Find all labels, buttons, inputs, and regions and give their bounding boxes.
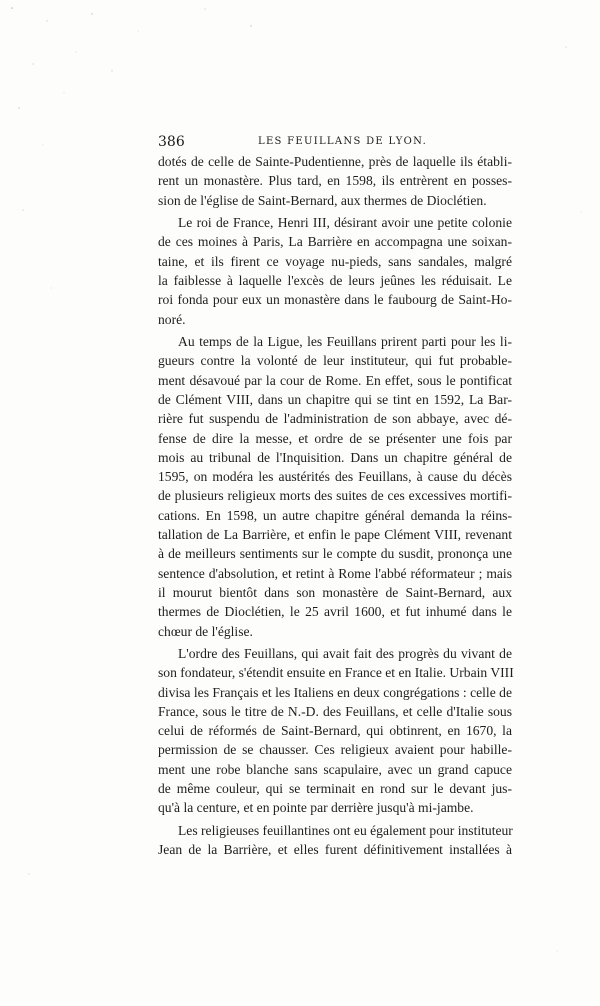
text-line: fense de dire la messe, et ordre de se présenter une fois par [158,430,512,446]
text-line: thermes de Dioclétien, le 25 avril 1600, et fut inhumé dans le [158,604,512,620]
text-line: qu'à la centure, et en pointe par derrière jusqu'à mi-jambe. [158,800,474,816]
text-line: rière fut suspendu de l'administration de son abbaye, avec dé- [158,411,512,427]
text-line: gueurs contre la volonté de leur instituteur, qui fut probable- [158,353,512,369]
text-line: 1595, on modéra les austérités des Feuillans, à cause du décès [158,469,512,485]
page-number: 386 [158,134,185,150]
text-line: roi fonda pour eux un monastère dans le faubourg de Saint-Ho- [158,292,512,308]
text-line: Au temps de la Ligue, les Feuillans prirent parti pour les li- [178,334,512,350]
text-line: Les religieuses feuillantines ont eu également pour instituteur [178,822,513,838]
text-line: ment désavoué par la cour de Rome. En effet, sous le pontificat [158,372,512,388]
paragraph-3 [158,332,512,641]
running-title: LES FEUILLANS DE LYON. [258,136,428,147]
text-line: rent un monastère. Plus tard, en 1598, ils entrèrent en posses- [158,173,512,189]
text-line: celui de réformés de Saint-Bernard, qui obtinrent, en 1670, la [158,723,512,739]
text-line: tallation de La Barrière, et enfin le pape Clément VIII, revenant [158,527,512,543]
text-line: ment une robe blanche sans scapulaire, avec un grand capuce [158,761,512,777]
text-line: Jean de la Barrière, et elles furent définitivement installées à [158,842,512,858]
text-line: de plusieurs religieux morts des suites de ces excessives mortifi- [158,488,512,504]
text-line: permission de se chausser. Ces religieux avaient pour habille- [158,742,512,758]
text-line: cations. En 1598, un autre chapitre général demanda la réins- [158,507,512,523]
text-line: France, sous le titre de N.-D. des Feuillans, et celle d'Italie sous [158,703,512,719]
body-text [158,152,512,863]
text-line: dotés de celle de Sainte-Pudentienne, près de laquelle ils établi- [158,154,512,169]
text-line: sion de l'église de Saint-Bernard, aux thermes de Dioclétien. [158,192,487,208]
text-line: de même couleur, qui se terminait en rond sur le devant jus- [158,781,512,797]
text-line: mois au tribunal de l'Inquisition. Dans un chapitre général de [158,449,512,465]
paragraph-4 [158,644,512,818]
paragraph-2 [158,213,512,329]
text-line: noré. [158,311,186,327]
text-line: il mourut bientôt dans son monastère de Saint-Bernard, aux [158,584,512,600]
text-line: taine, et ils firent ce voyage nu-pieds, sans sandales, malgré [158,253,512,269]
text-line: à de meilleurs sentiments sur le compte du susdit, prononça une [158,546,512,562]
text-line: la faiblesse à laquelle l'excès de leurs jeûnes les réduisait. Le [158,272,512,288]
text-line: son fondateur, s'étendit ensuite en France et en Italie. Urbain VIII [158,665,514,681]
running-head [158,133,512,151]
text-line: L'ordre des Feuillans, qui avait fait des progrès du vivant de [178,645,512,661]
text-line: de ces moines à Paris, La Barrière en accompagna une soixan- [158,234,512,250]
paragraph-1 [158,152,512,210]
text-line: sentence d'absolution, et retint à Rome l'abbé réformateur ; mais [158,565,512,581]
text-line: chœur de l'église. [158,623,253,639]
text-line: Le roi de France, Henri III, désirant avoir une petite colonie [178,215,512,231]
paragraph-5 [158,821,512,860]
text-line: divisa les Français et les Italiens en deux congrégations : celle de [158,684,512,700]
text-line: de Clément VIII, dans un chapitre qui se tint en 1592, La Bar- [158,391,512,407]
